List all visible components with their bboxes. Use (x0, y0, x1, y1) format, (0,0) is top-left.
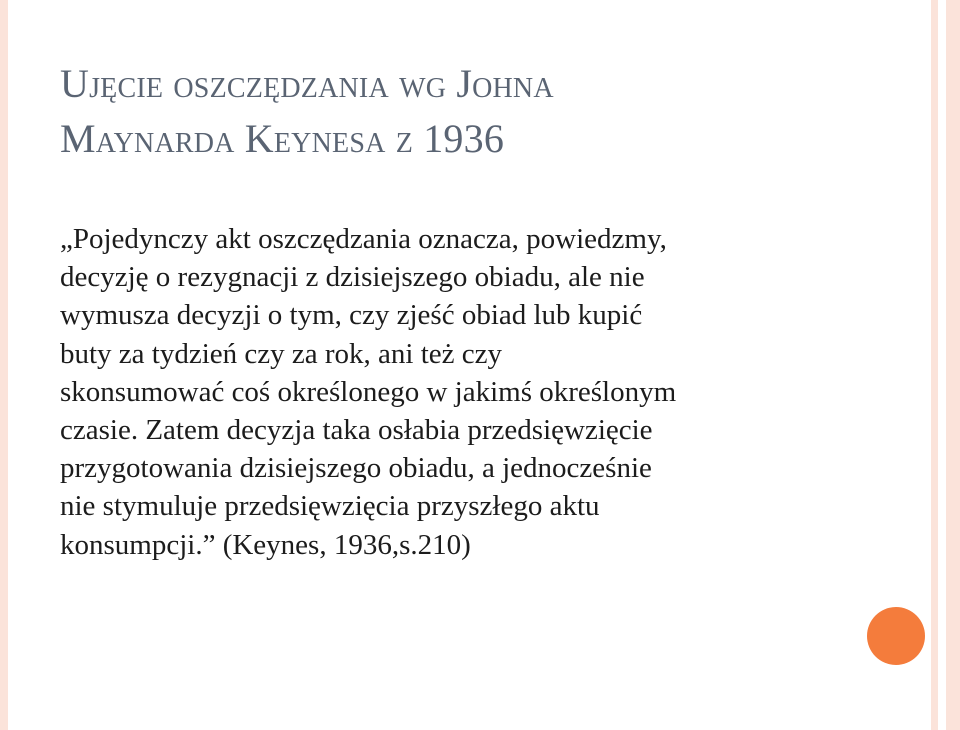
quote-line: czasie. Zatem decyzja taka osłabia przedsięwzięcie (60, 414, 653, 447)
right-border-stripe-outer (931, 0, 938, 730)
right-border-stripe-inner (946, 0, 960, 730)
quote-line: buty za tydzień czy za rok, ani też czy (60, 337, 503, 370)
orange-circle-icon (867, 607, 925, 665)
quote-line: konsumpcji.” (Keynes, 1936,s.210) (60, 528, 471, 561)
quote-line: „Pojedynczy akt oszczędzania oznacza, powiedzmy, (60, 223, 667, 255)
left-border-stripe (0, 0, 8, 730)
slide-title-line-1: Ujęcie oszczędzania wg Johna (60, 61, 554, 106)
slide-title (60, 56, 880, 166)
quote-paragraph (60, 220, 890, 564)
quote-line: skonsumować coś określonego w jakimś określonym (60, 375, 677, 408)
quote-line: nie stymuluje przedsięwzięcia przyszłego aktu (60, 490, 600, 523)
quote-line: decyzję o rezygnacji z dzisiejszego obiadu, ale nie (60, 261, 645, 294)
quote-line: przygotowania dzisiejszego obiadu, a jednocześnie (60, 452, 652, 485)
slide-title-line-2: Maynarda Keynesa z 1936 (60, 116, 505, 161)
quote-line: wymusza decyzji o tym, czy zjeść obiad lub kupić (60, 299, 643, 332)
